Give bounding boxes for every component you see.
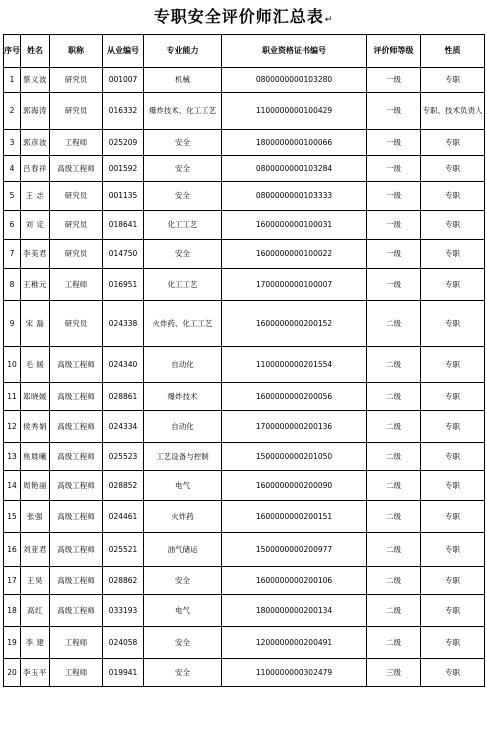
cell-nature: 专职 [421,68,485,93]
header-name: 姓名 [21,35,50,68]
cell-index: 20 [4,659,21,687]
cell-index: 15 [4,501,21,533]
cell-practice-number: 028862 [103,567,144,595]
cell-practice-number: 033193 [103,595,144,627]
cell-index: 19 [4,627,21,659]
cell-nature: 专职 [421,301,485,347]
cell-index: 9 [4,301,21,347]
table-row [4,501,485,533]
table-row [4,347,485,383]
cell-specialty: 安全 [144,156,222,182]
table-row [4,301,485,347]
header-grade: 评价师等级 [367,35,421,68]
cell-nature: 专职、技术负责人 [421,93,485,130]
cell-title: 高级工程师 [50,533,103,567]
cell-practice-number: 025209 [103,130,144,156]
cell-title: 高级工程师 [50,567,103,595]
cell-certificate-number: 1600000000100022 [222,240,367,269]
cell-name: 王稚元 [21,269,50,301]
cell-specialty: 安全 [144,627,222,659]
cell-certificate-number: 1600000000200090 [222,471,367,501]
cell-name: 蔡义波 [21,68,50,93]
cell-practice-number: 024461 [103,501,144,533]
cell-certificate-number: 1500000000200977 [222,533,367,567]
cell-title: 高级工程师 [50,156,103,182]
cell-index: 6 [4,211,21,240]
cell-title: 高级工程师 [50,411,103,443]
cell-grade: 三级 [367,659,421,687]
cell-grade: 二级 [367,501,421,533]
table-row [4,383,485,411]
cell-title: 工程师 [50,627,103,659]
cell-name: 郑晓媛 [21,383,50,411]
cell-nature: 专职 [421,533,485,567]
cell-grade: 一级 [367,93,421,130]
cell-practice-number: 019941 [103,659,144,687]
cell-grade: 一级 [367,240,421,269]
table-row [4,659,485,687]
header-nature: 性质 [421,35,485,68]
cell-certificate-number: 1600000000100031 [222,211,367,240]
cell-name: 李 建 [21,627,50,659]
cell-index: 3 [4,130,21,156]
cell-name: 李玉平 [21,659,50,687]
cell-specialty: 安全 [144,240,222,269]
cell-specialty: 安全 [144,567,222,595]
cell-grade: 二级 [367,595,421,627]
header-practice-number: 从业编号 [103,35,144,68]
cell-name: 刘 定 [21,211,50,240]
header-specialty: 专业能力 [144,35,222,68]
cell-certificate-number: 1100000000100429 [222,93,367,130]
cell-nature: 专职 [421,501,485,533]
cell-name: 王昊 [21,567,50,595]
table-row [4,156,485,182]
cell-specialty: 化工工艺 [144,211,222,240]
cell-specialty: 油气储运 [144,533,222,567]
cell-index: 8 [4,269,21,301]
cell-specialty: 自动化 [144,411,222,443]
cell-name: 吕春祥 [21,156,50,182]
cell-title: 研究员 [50,240,103,269]
cell-certificate-number: 1200000000200491 [222,627,367,659]
cell-specialty: 电气 [144,471,222,501]
cell-name: 宋 磊 [21,301,50,347]
table-row [4,533,485,567]
cell-certificate-number: 0800000000103284 [222,156,367,182]
cell-name: 高红 [21,595,50,627]
cell-certificate-number: 1100000000302479 [222,659,367,687]
cell-specialty: 爆炸技术 [144,383,222,411]
table-row [4,567,485,595]
cell-name: 侯秀娟 [21,411,50,443]
cell-grade: 二级 [367,383,421,411]
cell-nature: 专职 [421,471,485,501]
table-row [4,182,485,211]
paragraph-mark: ↵ [324,15,334,25]
cell-name: 王 志 [21,182,50,211]
cell-grade: 一级 [367,156,421,182]
cell-specialty: 安全 [144,182,222,211]
cell-certificate-number: 1500000000201050 [222,443,367,471]
cell-title: 工程师 [50,130,103,156]
cell-title: 工程师 [50,269,103,301]
cell-practice-number: 014750 [103,240,144,269]
cell-specialty: 机械 [144,68,222,93]
cell-title: 研究员 [50,182,103,211]
cell-title: 研究员 [50,68,103,93]
evaluator-summary-table [3,34,485,687]
cell-practice-number: 028852 [103,471,144,501]
cell-nature: 专职 [421,411,485,443]
table-row [4,443,485,471]
cell-grade: 二级 [367,443,421,471]
cell-specialty: 自动化 [144,347,222,383]
cell-practice-number: 028861 [103,383,144,411]
cell-certificate-number: 1600000000200056 [222,383,367,411]
table-row [4,269,485,301]
cell-title: 高级工程师 [50,471,103,501]
table-row [4,411,485,443]
cell-nature: 专职 [421,595,485,627]
cell-title: 高级工程师 [50,347,103,383]
cell-certificate-number: 1700000000100007 [222,269,367,301]
cell-index: 13 [4,443,21,471]
cell-certificate-number: 1800000000200134 [222,595,367,627]
cell-nature: 专职 [421,156,485,182]
cell-nature: 专职 [421,383,485,411]
cell-nature: 专职 [421,443,485,471]
cell-specialty: 爆炸技术、化工工艺 [144,93,222,130]
cell-nature: 专职 [421,627,485,659]
cell-practice-number: 018641 [103,211,144,240]
cell-grade: 一级 [367,269,421,301]
cell-nature: 专职 [421,659,485,687]
cell-index: 14 [4,471,21,501]
cell-index: 16 [4,533,21,567]
header-title: 职称 [50,35,103,68]
cell-name: 周艳丽 [21,471,50,501]
cell-grade: 二级 [367,471,421,501]
cell-nature: 专职 [421,240,485,269]
table-body [4,68,485,687]
cell-certificate-number: 0800000000103333 [222,182,367,211]
cell-grade: 二级 [367,347,421,383]
cell-nature: 专职 [421,211,485,240]
cell-specialty: 安全 [144,659,222,687]
cell-grade: 一级 [367,211,421,240]
title-text: 专职安全评价师汇总表 [153,7,324,26]
table-row [4,93,485,130]
document-title [0,4,487,27]
header-row [4,35,485,68]
cell-name: 刘亚君 [21,533,50,567]
cell-practice-number: 024338 [103,301,144,347]
cell-grade: 二级 [367,567,421,595]
cell-index: 18 [4,595,21,627]
cell-name: 焦晨曦 [21,443,50,471]
cell-title: 研究员 [50,211,103,240]
cell-grade: 二级 [367,411,421,443]
cell-grade: 一级 [367,130,421,156]
cell-name: 毛 媛 [21,347,50,383]
table-row [4,211,485,240]
cell-title: 高级工程师 [50,501,103,533]
cell-title: 工程师 [50,659,103,687]
cell-certificate-number: 1800000000100066 [222,130,367,156]
cell-certificate-number: 1600000000200152 [222,301,367,347]
cell-specialty: 化工工艺 [144,269,222,301]
cell-practice-number: 025521 [103,533,144,567]
cell-practice-number: 016951 [103,269,144,301]
cell-practice-number: 001007 [103,68,144,93]
cell-index: 17 [4,567,21,595]
cell-index: 12 [4,411,21,443]
cell-index: 11 [4,383,21,411]
cell-practice-number: 024334 [103,411,144,443]
cell-grade: 二级 [367,627,421,659]
cell-nature: 专职 [421,347,485,383]
cell-name: 郭彦波 [21,130,50,156]
table-row [4,595,485,627]
cell-grade: 一级 [367,68,421,93]
cell-title: 高级工程师 [50,443,103,471]
cell-grade: 一级 [367,182,421,211]
header-certificate-number: 职业资格证书编号 [222,35,367,68]
cell-certificate-number: 0800000000103280 [222,68,367,93]
cell-name: 李美君 [21,240,50,269]
table-row [4,627,485,659]
cell-specialty: 电气 [144,595,222,627]
cell-certificate-number: 1100000000201554 [222,347,367,383]
cell-name: 张强 [21,501,50,533]
cell-index: 5 [4,182,21,211]
table-row [4,471,485,501]
cell-specialty: 工艺设备与控制 [144,443,222,471]
cell-specialty: 火炸药 [144,501,222,533]
cell-specialty: 火炸药、化工工艺 [144,301,222,347]
cell-index: 7 [4,240,21,269]
cell-index: 1 [4,68,21,93]
cell-index: 2 [4,93,21,130]
cell-title: 高级工程师 [50,383,103,411]
cell-grade: 二级 [367,533,421,567]
cell-practice-number: 001135 [103,182,144,211]
cell-title: 研究员 [50,301,103,347]
cell-certificate-number: 1600000000200106 [222,567,367,595]
cell-nature: 专职 [421,269,485,301]
table-row [4,240,485,269]
header-index: 序号 [4,35,21,68]
cell-practice-number: 016332 [103,93,144,130]
cell-title: 研究员 [50,93,103,130]
cell-index: 10 [4,347,21,383]
cell-certificate-number: 1600000000200151 [222,501,367,533]
cell-grade: 二级 [367,301,421,347]
cell-practice-number: 025523 [103,443,144,471]
cell-practice-number: 001592 [103,156,144,182]
table-row [4,68,485,93]
cell-practice-number: 024058 [103,627,144,659]
cell-nature: 专职 [421,130,485,156]
cell-name: 郭海涛 [21,93,50,130]
cell-certificate-number: 1700000000200136 [222,411,367,443]
table-row [4,130,485,156]
cell-nature: 专职 [421,567,485,595]
cell-specialty: 安全 [144,130,222,156]
cell-practice-number: 024340 [103,347,144,383]
cell-nature: 专职 [421,182,485,211]
cell-title: 高级工程师 [50,595,103,627]
cell-index: 4 [4,156,21,182]
